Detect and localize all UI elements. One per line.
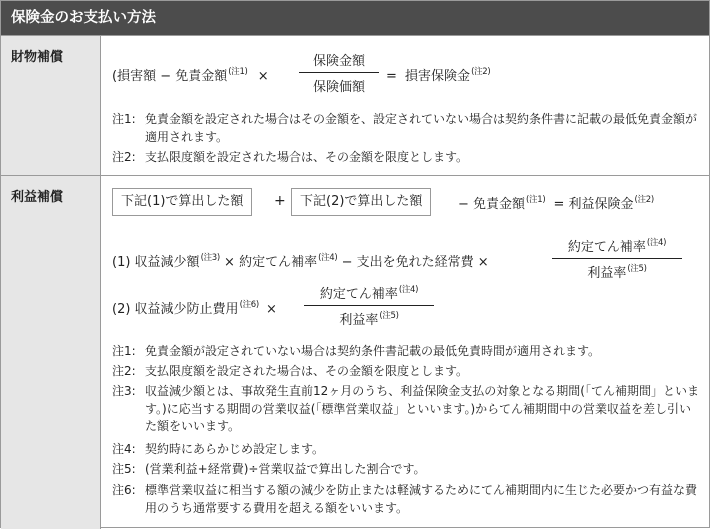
property-denominator: 保険価額 bbox=[312, 80, 365, 95]
profit-note-3 bbox=[112, 383, 700, 436]
profit-f3-denominator-note: (注5) bbox=[379, 311, 399, 321]
property-note-1-text: 免責金額を設定された場合はその金額を、設定されていない場合は契約条件書に記載の最低免責金額が適用されます。 bbox=[145, 112, 698, 144]
profit-box-1: 下記(1)で算出した額 bbox=[112, 188, 252, 216]
profit-f2-fraction bbox=[552, 236, 682, 281]
property-note-1-tag: 注1: bbox=[112, 112, 136, 126]
property-result-note: (注2) bbox=[471, 67, 491, 77]
profit-f3-lead: (2) 収益減少防止費用 bbox=[112, 302, 239, 317]
profit-note-6 bbox=[112, 482, 700, 517]
profit-minus-note: (注1) bbox=[526, 195, 546, 205]
property-note-2-tag: 注2: bbox=[112, 150, 136, 164]
profit-note-1-text: 免責金額が設定されていない場合は契約条件書記載の最低免責時間が適用されます。 bbox=[145, 344, 601, 358]
profit-f3-numerator-note: (注4) bbox=[398, 285, 419, 295]
property-label: 財物補償 bbox=[1, 36, 101, 175]
property-note-2-text: 支払限度額を設定された場合は、その金額を限度とします。 bbox=[145, 150, 469, 164]
profit-formula3-left bbox=[112, 298, 277, 317]
profit-note-4-text: 契約時にあらかじめ設定します。 bbox=[145, 442, 325, 456]
profit-f3-denominator-text: 利益率 bbox=[339, 313, 379, 328]
profit-plus-sign: + bbox=[274, 193, 286, 209]
profit-note-3-tag: 注3: bbox=[112, 384, 136, 398]
property-formula-lhs bbox=[112, 65, 269, 84]
profit-note-2-tag: 注2: bbox=[112, 364, 136, 378]
property-content bbox=[102, 36, 709, 175]
property-lhs-text: (損害額 − 免責金額 bbox=[112, 69, 228, 84]
profit-f3-numerator bbox=[304, 283, 434, 305]
profit-note-6-text: 標準営業収益に相当する額の減少を防止または軽減するためにてん補期間内に生じた必要かつ有益な費用のうち通常要する費用を超える額をいいます。 bbox=[145, 483, 698, 515]
profit-f2-lead: (1) 収益減少額 bbox=[112, 255, 200, 270]
profit-f2-tail: − 支出を免れた経常費 × bbox=[341, 255, 489, 270]
profit-note-5-text: (営業利益+経常費)÷営業収益で算出した割合です。 bbox=[145, 462, 426, 476]
profit-label: 利益補償 bbox=[1, 176, 101, 529]
profit-box-2: 下記(2)で算出した額 bbox=[291, 188, 431, 216]
property-numerator: 保険金額 bbox=[312, 54, 365, 69]
profit-note-1 bbox=[112, 343, 700, 361]
page-title: 保険金のお支払い方法 bbox=[1, 1, 709, 35]
profit-row bbox=[1, 175, 709, 529]
profit-content bbox=[102, 176, 709, 529]
property-row bbox=[1, 35, 709, 175]
profit-note-3-text: 収益減少額とは、事故発生直前12ヶ月のうち、利益保険金支払の対象となる期間(「てん補期間」といます。)に応当する期間の営業収益(「標準営業収益」といいます。)からてん補期間中の営業収益を差し引いた額をいいます。 bbox=[145, 384, 699, 433]
profit-minus-text: − 免責金額 bbox=[458, 197, 526, 212]
profit-f2-denominator bbox=[552, 259, 682, 281]
profit-f2-mid-note: (注4) bbox=[318, 253, 338, 263]
profit-f2-numerator-text: 約定てん補率 bbox=[567, 240, 646, 255]
property-formula-result bbox=[386, 65, 490, 84]
profit-f2-denominator-note: (注5) bbox=[627, 264, 647, 274]
profit-equals-text: = 利益保険金 bbox=[553, 197, 634, 212]
profit-f2-lead-note: (注3) bbox=[200, 253, 220, 263]
profit-f3-times: × bbox=[266, 302, 277, 317]
property-equals-sign: = bbox=[386, 69, 397, 84]
property-times-sign: × bbox=[257, 69, 269, 84]
profit-note-4 bbox=[112, 441, 700, 459]
profit-f2-mid: × 約定てん補率 bbox=[224, 255, 318, 270]
profit-equals-note: (注2) bbox=[634, 195, 654, 205]
property-fraction bbox=[299, 50, 379, 95]
profit-note-4-tag: 注4: bbox=[112, 442, 136, 456]
profit-formula1-tail bbox=[458, 193, 654, 212]
profit-f3-numerator-text: 約定てん補率 bbox=[319, 287, 398, 302]
profit-note-5-tag: 注5: bbox=[112, 462, 136, 476]
property-lhs-note: (注1) bbox=[228, 67, 248, 77]
profit-f2-numerator bbox=[552, 236, 682, 258]
profit-note-2-text: 支払限度額を設定された場合は、その金額を限度とします。 bbox=[145, 364, 469, 378]
profit-note-1-tag: 注1: bbox=[112, 344, 136, 358]
profit-note-6-tag: 注6: bbox=[112, 483, 136, 497]
profit-f3-fraction bbox=[304, 283, 434, 328]
property-note-2 bbox=[112, 149, 700, 167]
profit-formula2-left bbox=[112, 251, 489, 270]
profit-f3-denominator bbox=[304, 306, 434, 328]
profit-f2-denominator-text: 利益率 bbox=[587, 266, 627, 281]
property-result-text: 損害保険金 bbox=[405, 69, 471, 84]
profit-f2-numerator-note: (注4) bbox=[646, 238, 667, 248]
property-note-1 bbox=[112, 111, 700, 146]
profit-note-5 bbox=[112, 461, 700, 479]
profit-f3-lead-note: (注6) bbox=[239, 300, 259, 310]
profit-note-2 bbox=[112, 363, 700, 381]
